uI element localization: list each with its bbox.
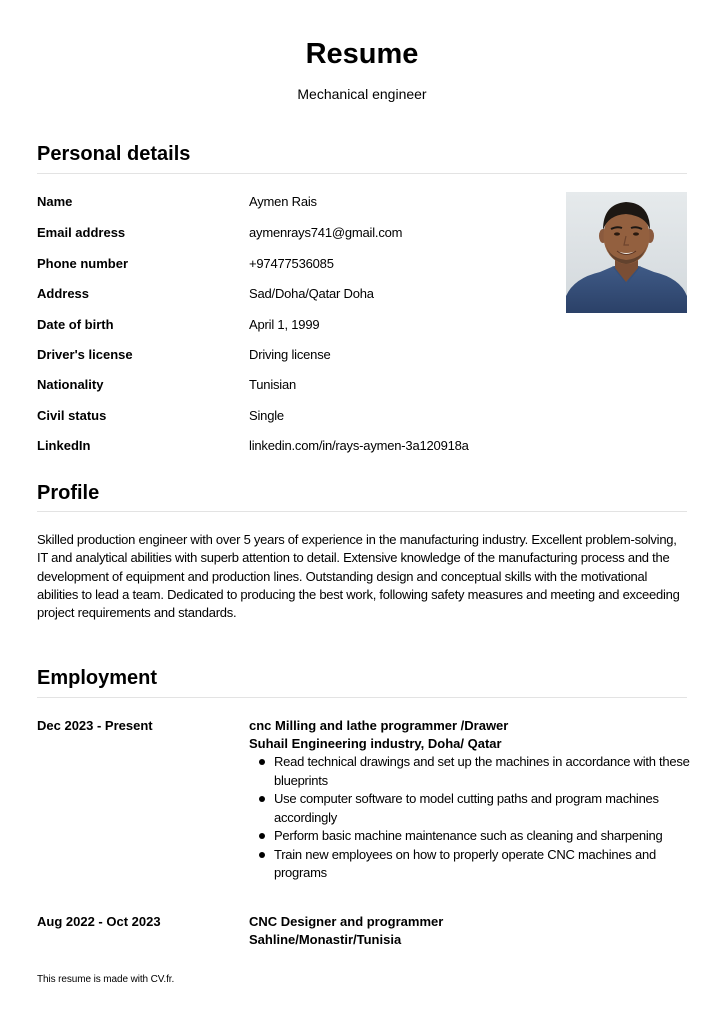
detail-value: Single	[249, 408, 284, 423]
job-title: CNC Designer and programmer	[249, 914, 444, 929]
detail-row-civil-status	[37, 408, 557, 426]
employment-divider	[37, 697, 687, 698]
detail-value: Aymen Rais	[249, 194, 317, 209]
job-title: cnc Milling and lathe programmer /Drawer	[249, 718, 509, 733]
profile-photo-image	[566, 192, 687, 313]
duty-text: Use computer software to model cutting paths and program machines accordingly	[274, 791, 659, 825]
detail-label: Name	[37, 194, 73, 209]
detail-value: Driving license	[249, 347, 331, 362]
detail-value: April 1, 1999	[249, 317, 320, 332]
duty-item	[249, 753, 691, 790]
detail-row-name	[37, 194, 557, 212]
duty-item	[249, 846, 691, 883]
detail-label: Driver's license	[37, 347, 133, 362]
duty-text: Train new employees on how to properly operate CNC machines and programs	[274, 846, 656, 880]
duty-list	[249, 753, 691, 883]
duty-item	[249, 790, 691, 827]
job-entry	[249, 913, 691, 949]
job-company: Sahline/Monastir/Tunisia	[249, 932, 402, 947]
profile-heading: Profile	[37, 482, 100, 504]
job-dates: Dec 2023 - Present	[37, 718, 153, 733]
detail-value: +97477536085	[249, 256, 334, 271]
detail-label: LinkedIn	[37, 438, 91, 453]
bullet-icon	[259, 759, 265, 765]
employment-heading: Employment	[37, 667, 158, 689]
detail-row-linkedin	[37, 438, 557, 456]
detail-label: Date of birth	[37, 317, 114, 332]
detail-row-nationality	[37, 377, 557, 395]
linkedin-link[interactable]: linkedin.com/in/rays-aymen-3a120918a	[249, 438, 469, 453]
profile-photo	[566, 192, 687, 313]
duty-text: Perform basic machine maintenance such as cleaning and sharpening	[274, 828, 663, 843]
detail-row-address	[37, 286, 557, 304]
bullet-icon	[259, 796, 265, 802]
detail-label: Nationality	[37, 377, 104, 392]
duty-item	[249, 827, 691, 846]
detail-row-email	[37, 225, 557, 243]
footer-note: This resume is made with CV.fr.	[37, 974, 175, 985]
detail-value: Sad/Doha/Qatar Doha	[249, 286, 374, 301]
profile-summary: Skilled production engineer with over 5 years of experience in the manufacturing industry. Excellent problem-solving, IT and analytical abilities with superb attention to detail. Extensive knowledge of the manufacturing process and the development of equipment and production lines. Outstanding design and conceptual skills with the motivational abilities to lead a team. Dedicated to producing the best work, following safety measures and meeting and exceeding project requirements and standards.	[37, 532, 680, 621]
job-entry	[249, 717, 691, 883]
resume-subtitle: Mechanical engineer	[297, 86, 427, 102]
detail-value: aymenrays741@gmail.com	[249, 225, 403, 240]
detail-row-phone	[37, 256, 557, 274]
job-company: Suhail Engineering industry, Doha/ Qatar	[249, 736, 502, 751]
detail-label: Email address	[37, 225, 126, 240]
detail-row-date-of-birth	[37, 317, 557, 335]
profile-divider	[37, 511, 687, 512]
personal-details-heading: Personal details	[37, 143, 191, 165]
detail-label: Civil status	[37, 408, 107, 423]
duty-text: Read technical drawings and set up the machines in accordance with these blueprints	[274, 754, 690, 788]
bullet-icon	[259, 833, 265, 839]
detail-label: Phone number	[37, 256, 129, 271]
detail-value: Tunisian	[249, 377, 297, 392]
detail-label: Address	[37, 286, 90, 301]
bullet-icon	[259, 852, 265, 858]
job-dates: Aug 2022 - Oct 2023	[37, 914, 161, 929]
resume-title: Resume	[305, 38, 419, 70]
personal-details-divider	[37, 173, 687, 174]
detail-row-drivers-license	[37, 347, 557, 365]
